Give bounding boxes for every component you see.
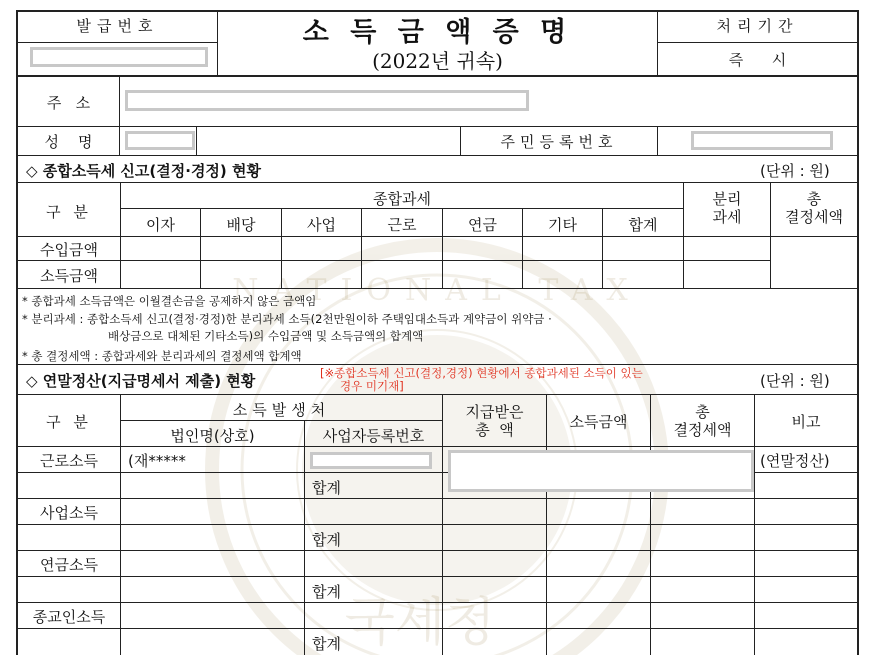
section1-gubun: 구 분 xyxy=(46,203,92,221)
section2-gubun: 구 분 xyxy=(46,413,92,431)
note-2: * 분리과세 : 종합소득세 신고(결정·경정)한 분리과세 소득(2천만원이하 주택임대소득과 계약금이 위약금 · xyxy=(22,312,552,326)
name-redacted xyxy=(125,131,195,150)
separate-tax-header: 분리 과세 xyxy=(712,190,742,226)
row-revenue: 수입금액 xyxy=(40,241,98,259)
biz-number-header: 사업자등록번호 xyxy=(322,427,425,445)
remarks-header: 비고 xyxy=(791,413,821,431)
col-dividend: 배당 xyxy=(226,216,256,234)
row-pension-income: 연금소득 xyxy=(40,556,98,574)
comprehensive-tax-header: 종합과세 xyxy=(373,190,431,208)
row-labor-income: 근로소득 xyxy=(40,452,98,470)
section2-title: ◇ 연말정산(지급명세서 제출) 현황 xyxy=(26,372,256,390)
row-income: 소득금액 xyxy=(40,267,98,285)
processing-period-label: 처리기간 xyxy=(716,17,799,35)
resident-number-redacted xyxy=(691,131,833,150)
resident-number-label: 주민등록번호 xyxy=(500,133,618,151)
income-amount-header: 소득금액 xyxy=(569,413,628,431)
labor-subtotal-label: 합계 xyxy=(312,479,341,497)
document-subtitle: (2022년 귀속) xyxy=(372,49,503,73)
income-source-header: 소득발생처 xyxy=(232,401,331,419)
total-tax-header-2: 결정세액 xyxy=(785,208,843,226)
pension-subtotal-label: 합계 xyxy=(312,583,341,601)
corp-name-header: 법인명(상호) xyxy=(170,427,255,445)
row-religious-income: 종교인소득 xyxy=(32,608,106,626)
document-title: 소 득 금 액 증 명 xyxy=(302,17,573,48)
paid-total-header-2: 총 액 xyxy=(475,421,514,439)
total-tax2-header-1: 총 xyxy=(695,403,710,421)
note-3: * 총 결정세액 : 종합과세와 분리과세의 결정세액 합계액 xyxy=(22,349,302,363)
col-other: 기타 xyxy=(548,216,577,234)
business-subtotal-label: 합계 xyxy=(312,531,341,549)
name-label: 성 명 xyxy=(44,133,93,151)
section1-unit: (단위 : 원) xyxy=(760,162,830,180)
processing-period-value: 즉 시 xyxy=(728,51,787,69)
address-redacted xyxy=(125,90,529,111)
settlement-note: (연말정산) xyxy=(760,452,830,470)
amounts-redacted xyxy=(448,450,754,492)
col-total: 합계 xyxy=(628,216,658,234)
col-interest: 이자 xyxy=(146,216,175,234)
note-2-cont: 배상금으로 대체된 기타소득)의 수입금액 및 소득금액의 합계액 xyxy=(108,329,424,343)
issue-number-label: 발급번호 xyxy=(76,17,159,35)
address-label: 주 소 xyxy=(46,94,91,112)
col-business: 사업 xyxy=(307,216,336,234)
section2-unit: (단위 : 원) xyxy=(760,372,830,390)
biz-number-redacted xyxy=(310,452,432,469)
total-tax2-header-2: 결정세액 xyxy=(673,421,732,439)
company-name: (재***** xyxy=(128,452,186,470)
row-business-income: 사업소득 xyxy=(40,504,98,522)
section2-warning-2: 경우 미기재] xyxy=(340,379,404,393)
col-labor: 근로 xyxy=(387,216,417,234)
total-tax-header-1: 총 xyxy=(806,190,822,208)
col-pension: 연금 xyxy=(468,216,497,234)
issue-number-redacted xyxy=(30,47,208,67)
section2-warning-1: [※종합소득세 신고(결정,경정) 현황에서 종합과세된 소득이 있는 xyxy=(320,366,643,380)
paid-total-header-1: 지급받은 xyxy=(465,403,524,421)
religious-subtotal-label: 합계 xyxy=(312,635,341,653)
svg-text:NATIONAL TAX: NATIONAL TAX xyxy=(232,273,642,308)
svg-text:국세청: 국세청 xyxy=(344,593,496,653)
section1-title: ◇ 종합소득세 신고(결정·경정) 현황 xyxy=(26,162,261,180)
note-1: * 종합과세 소득금액은 이월결손금을 공제하지 않은 금액임 xyxy=(22,294,317,308)
